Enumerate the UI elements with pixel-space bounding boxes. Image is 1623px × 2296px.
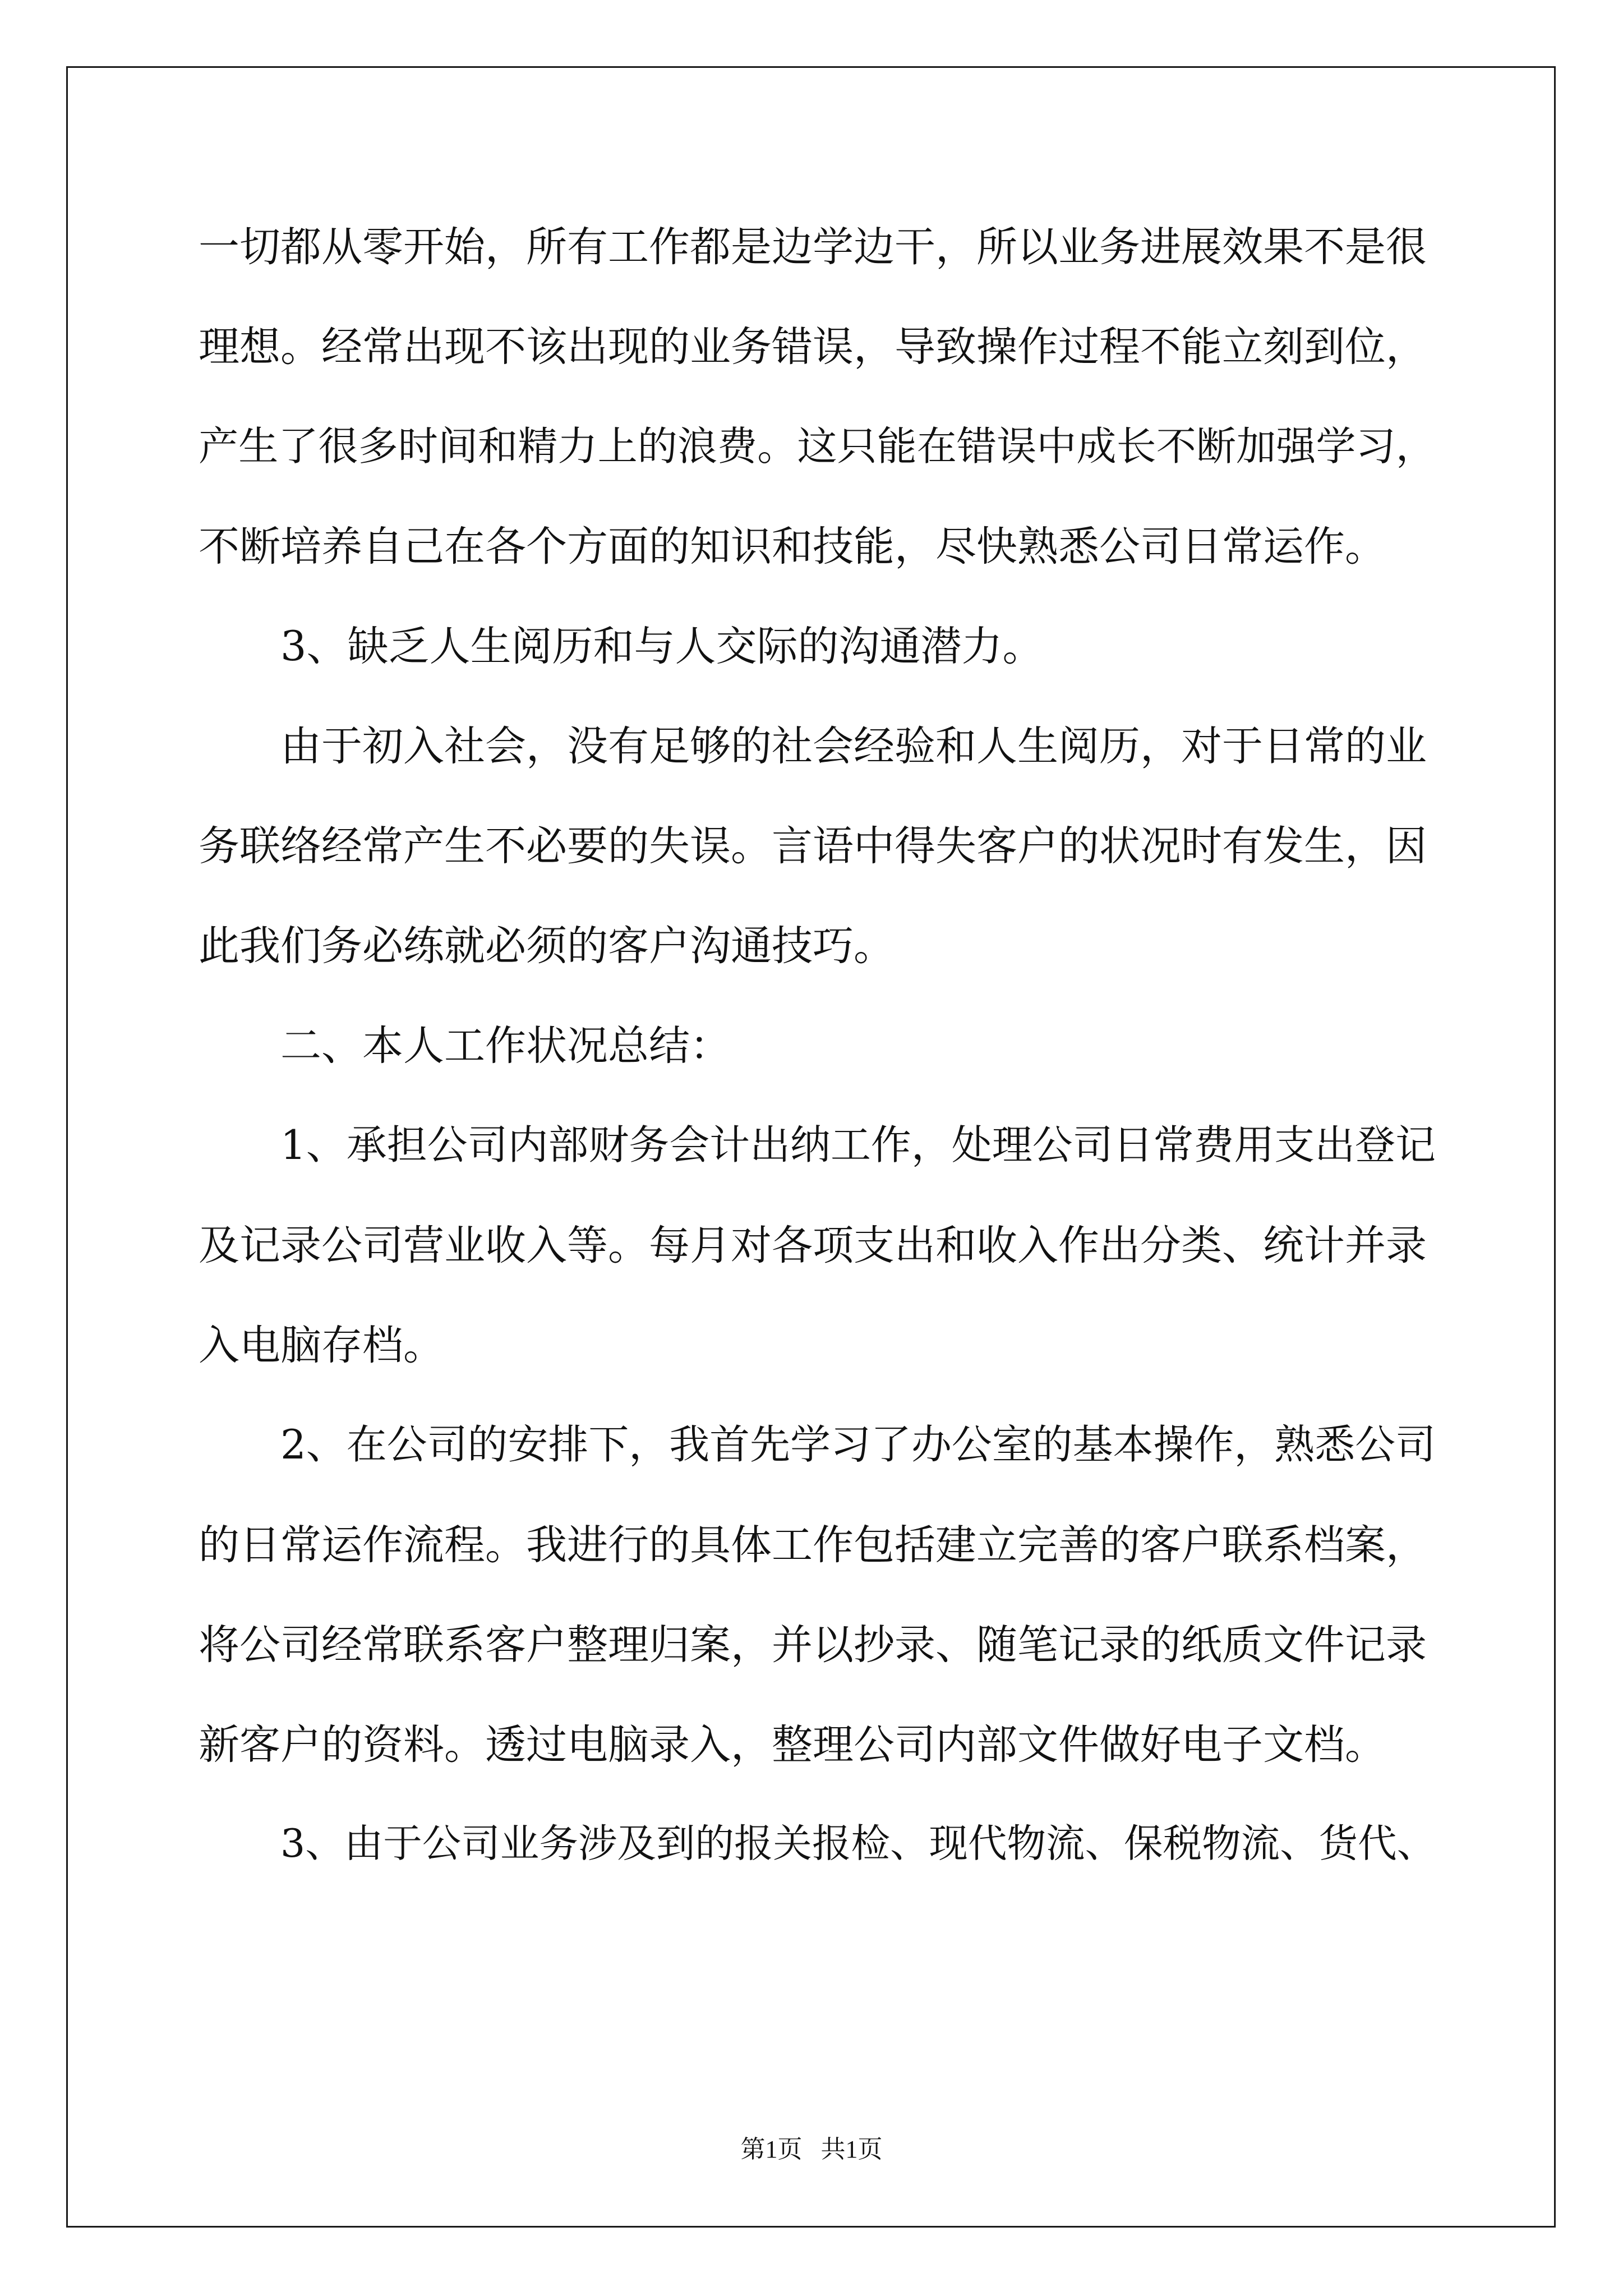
body-line-4: 不断培养自己在各个方面的知识和技能，尽快熟悉公司日常运作。: [199, 523, 1386, 570]
body-line-8: 此我们务必练就必须的客户沟通技巧。: [199, 922, 895, 970]
body-line-17: 3、由于公司业务涉及到的报关报检、现代物流、保税物流、货代、: [280, 1821, 1436, 1866]
body-line-11: 及记录公司营业收入等。每月对各项支出和收入作出分类、统计并录: [199, 1222, 1427, 1269]
body-line-12: 入电脑存档。: [199, 1322, 444, 1369]
body-line-9: 二、本人工作状况总结：: [280, 1022, 731, 1070]
body-line-3: 产生了很多时间和精力上的浪费。这只能在错误中成长不断加强学习，: [199, 423, 1436, 470]
body-line-2: 理想。经常出现不该出现的业务错误，导致操作过程不能立刻到位，: [199, 323, 1427, 371]
body-line-1: 一切都从零开始，所有工作都是边学边干，所以业务进展效果不是很: [199, 223, 1427, 271]
body-line-14: 的日常运作流程。我进行的具体工作包括建立完善的客户联系档案，: [199, 1521, 1427, 1569]
page-footer: 第1页 共1页: [740, 2136, 883, 2163]
body-line-15: 将公司经常联系客户整理归案，并以抄录、随笔记录的纸质文件记录: [199, 1621, 1427, 1669]
body-line-7: 务联络经常产生不必要的失误。言语中得失客户的状况时有发生，因: [199, 822, 1427, 870]
body-line-13: 2、在公司的安排下，我首先学习了办公室的基本操作，熟悉公司: [280, 1421, 1436, 1468]
body-line-6: 由于初入社会，没有足够的社会经验和人生阅历，对于日常的业: [280, 723, 1427, 770]
body-line-16: 新客户的资料。透过电脑录入，整理公司内部文件做好电子文档。: [199, 1721, 1386, 1769]
body-line-10: 1、承担公司内部财务会计出纳工作，处理公司日常费用支出登记: [280, 1121, 1436, 1168]
body-line-5: 3、缺乏人生阅历和与人交际的沟通潜力。: [280, 623, 1044, 670]
